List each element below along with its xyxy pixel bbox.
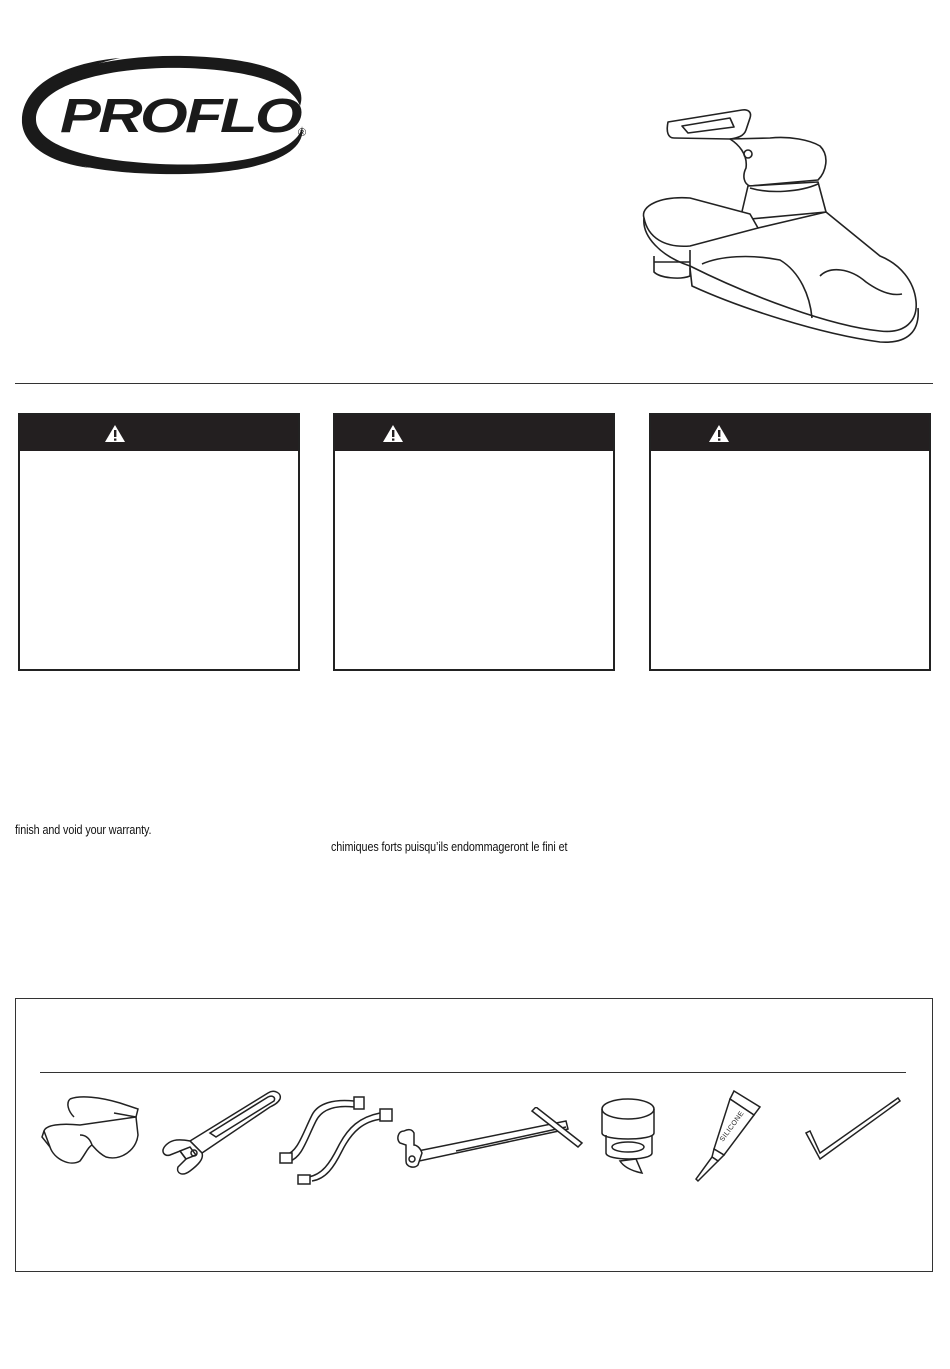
warning-header — [335, 415, 613, 451]
header-divider — [15, 383, 933, 384]
care-note-english: finish and void your warranty. — [15, 823, 152, 837]
warning-box-2 — [333, 413, 615, 671]
tools-divider — [40, 1072, 906, 1073]
silicone-label: SILICONE — [718, 1110, 746, 1144]
safety-glasses-icon — [40, 1095, 144, 1167]
silicone-tube-icon — [690, 1089, 764, 1183]
warning-triangle-icon — [104, 424, 126, 443]
warning-box-3 — [649, 413, 931, 671]
adjustable-wrench-icon — [150, 1089, 284, 1177]
registered-mark: ® — [298, 127, 307, 139]
hex-key-icon — [802, 1097, 904, 1163]
proflo-logo — [10, 48, 315, 176]
tools-required-box — [15, 998, 933, 1272]
warning-triangle-icon — [708, 424, 730, 443]
warning-box-1 — [18, 413, 300, 671]
supply-lines-icon — [278, 1091, 406, 1185]
warning-header — [651, 415, 929, 451]
faucet-illustration — [630, 96, 940, 351]
basin-wrench-icon — [396, 1107, 586, 1173]
warning-header — [20, 415, 298, 451]
care-note-french: chimiques forts puisqu’ils endommageront le fini et — [331, 840, 568, 854]
brand-wordmark: PROFLO — [60, 90, 303, 143]
warning-triangle-icon — [382, 424, 404, 443]
plumbers-putty-icon — [596, 1095, 662, 1175]
